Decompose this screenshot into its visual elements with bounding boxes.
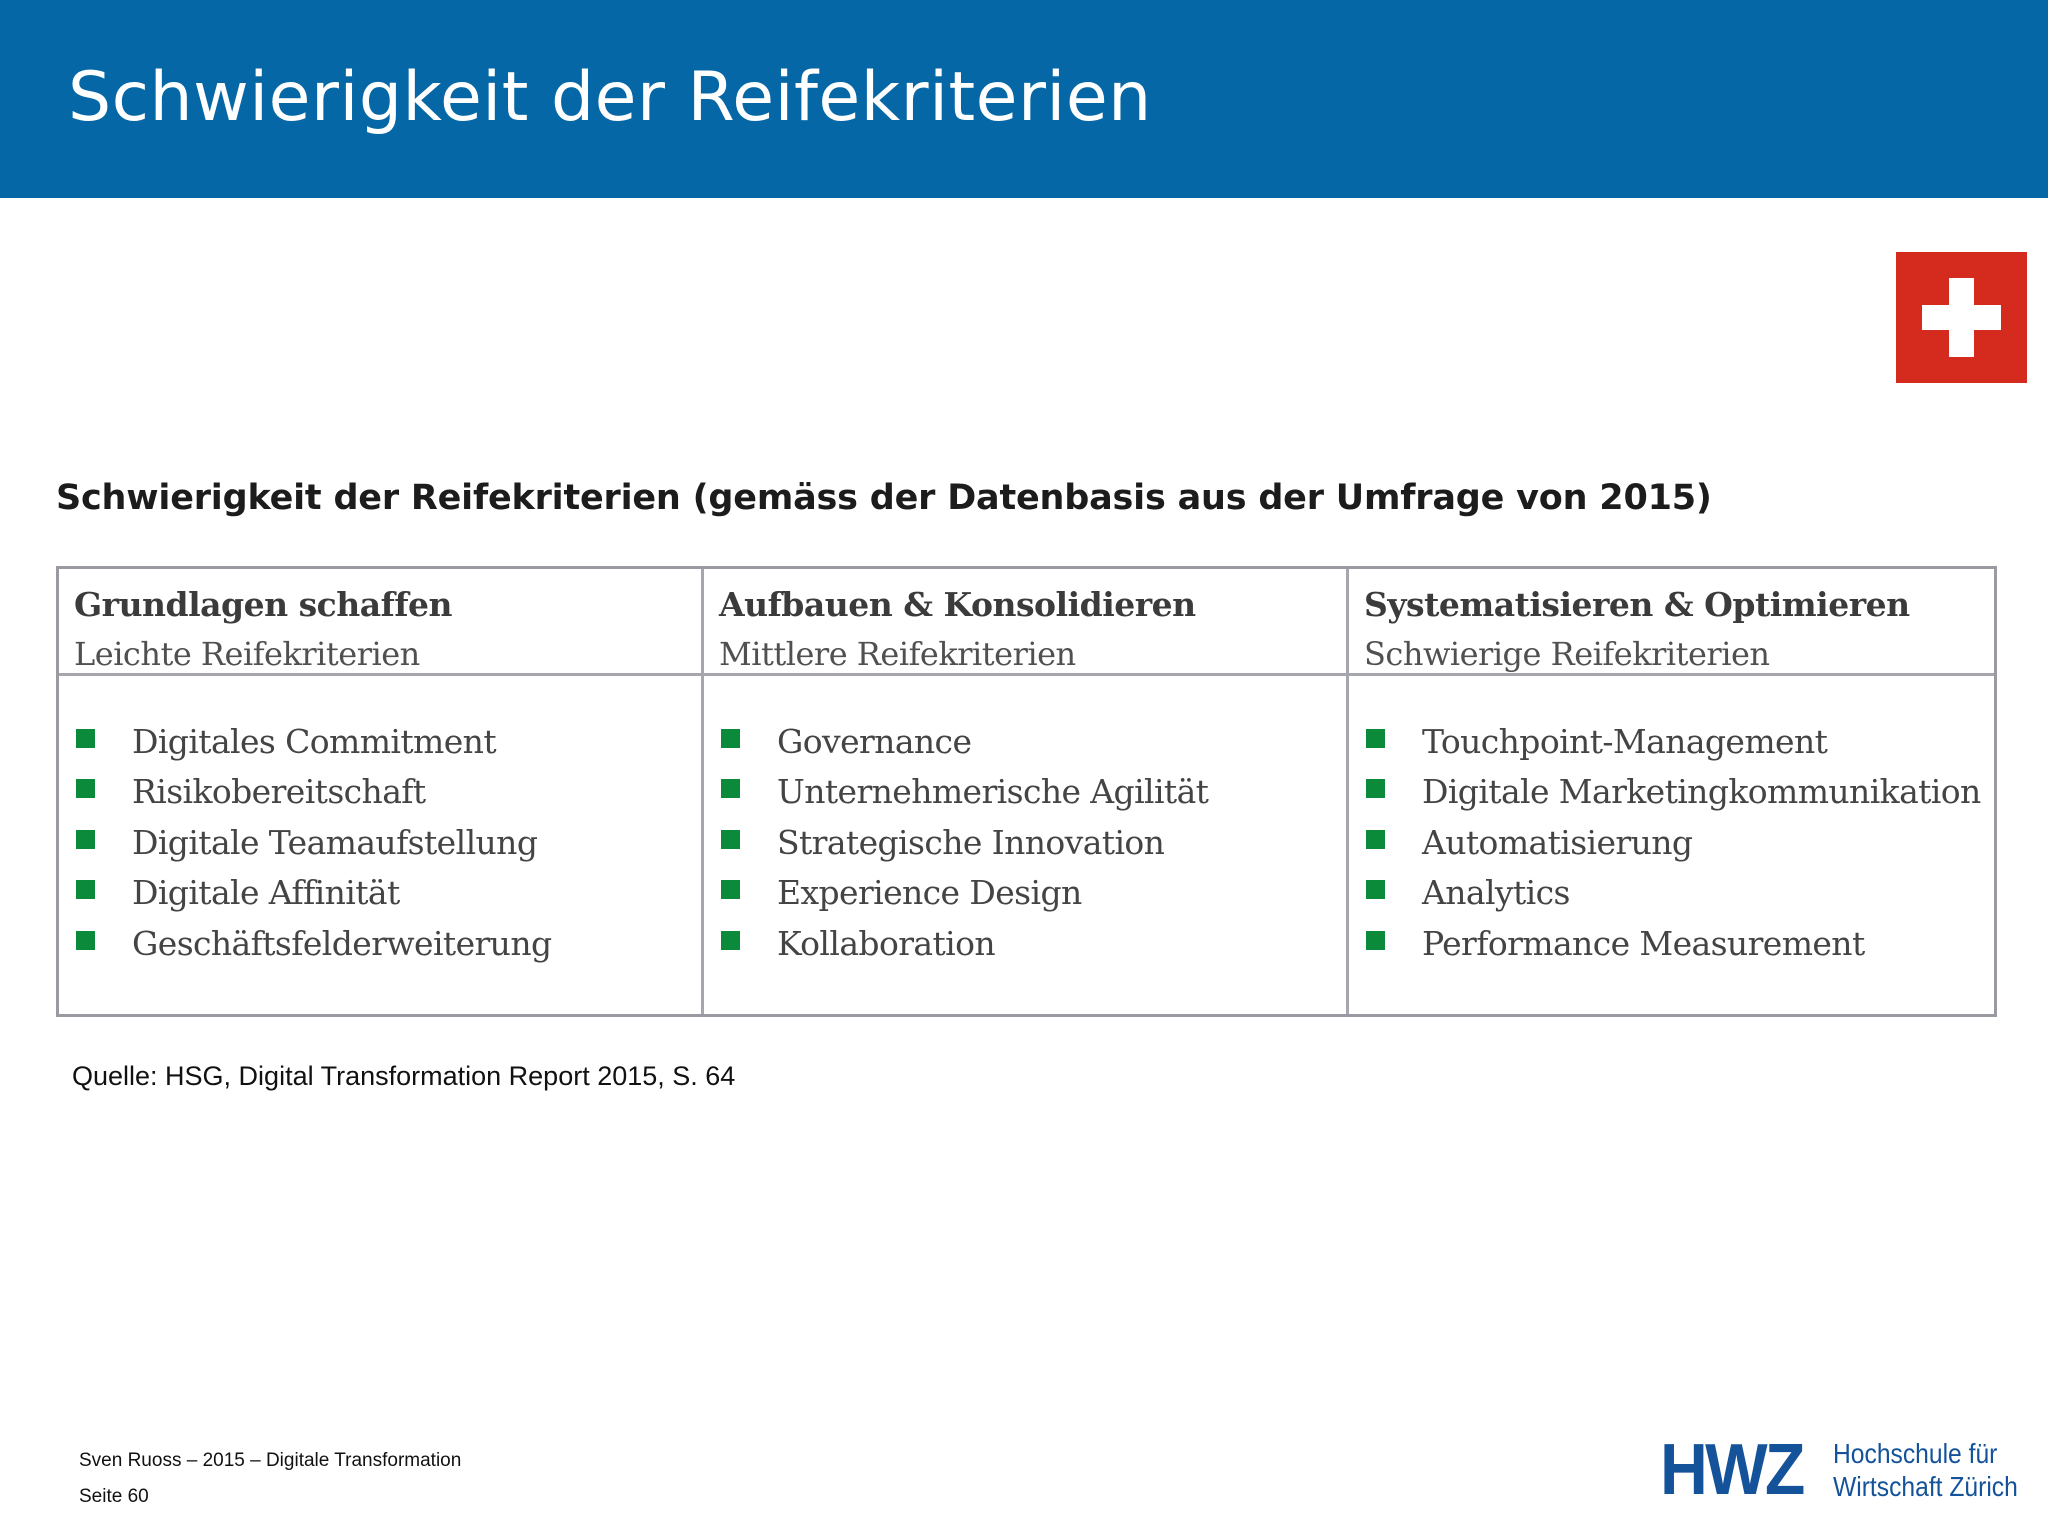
list-item xyxy=(1366,817,1994,868)
list-item-label: Digitale Marketingkommunikation xyxy=(1422,772,1981,812)
list-item-label: Analytics xyxy=(1422,873,1570,913)
source-note: Quelle: HSG, Digital Transformation Report 2015, S. 64 xyxy=(72,1061,736,1091)
list-item xyxy=(76,817,701,868)
swiss-flag-icon xyxy=(1896,252,2027,383)
column-header-easy xyxy=(59,569,704,676)
square-bullet-icon xyxy=(721,880,740,899)
column-body-hard xyxy=(1349,676,1994,1014)
square-bullet-icon xyxy=(76,830,95,849)
list-item-label: Kollaboration xyxy=(777,923,995,963)
list-item-label: Geschäftsfelderweiterung xyxy=(132,923,552,963)
column-title: Grundlagen schaffen xyxy=(74,585,453,624)
list-item-label: Touchpoint-Management xyxy=(1422,721,1828,761)
list-item xyxy=(721,817,1346,868)
list-item xyxy=(1366,868,1994,919)
figure-title: Schwierigkeit der Reifekriterien (gemäss der Datenbasis aus der Umfrage von 2015) xyxy=(56,478,1712,518)
list-item xyxy=(76,868,701,919)
list-item-label: Digitale Teamaufstellung xyxy=(132,822,538,862)
column-body-medium xyxy=(704,676,1349,1014)
square-bullet-icon xyxy=(721,830,740,849)
list-item xyxy=(1366,716,1994,767)
column-body-easy xyxy=(59,676,704,1014)
logo-text xyxy=(1833,1437,2018,1503)
square-bullet-icon xyxy=(721,931,740,950)
list-item-label: Governance xyxy=(777,721,972,761)
square-bullet-icon xyxy=(721,729,740,748)
criteria-table xyxy=(56,566,1997,1017)
column-header-hard xyxy=(1349,569,1994,676)
list-item-label: Experience Design xyxy=(777,873,1082,913)
column-subtitle: Schwierige Reifekriterien xyxy=(1364,635,1770,673)
hwz-logo xyxy=(1660,1430,2020,1510)
column-title: Systematisieren & Optimieren xyxy=(1364,585,1910,624)
list-item xyxy=(721,918,1346,969)
column-title: Aufbauen & Konsolidieren xyxy=(719,585,1196,624)
list-item-label: Digitale Affinität xyxy=(132,873,400,913)
list-item xyxy=(721,716,1346,767)
square-bullet-icon xyxy=(76,880,95,899)
criteria-list xyxy=(1366,716,1994,969)
square-bullet-icon xyxy=(1366,931,1385,950)
list-item xyxy=(721,868,1346,919)
footer-author: Sven Ruoss – 2015 – Digitale Transformation xyxy=(79,1450,462,1471)
page-title: Schwierigkeit der Reifekriterien xyxy=(68,58,1152,137)
list-item-label: Performance Measurement xyxy=(1422,923,1865,963)
list-item-label: Strategische Innovation xyxy=(777,822,1165,862)
square-bullet-icon xyxy=(1366,779,1385,798)
square-bullet-icon xyxy=(1366,830,1385,849)
square-bullet-icon xyxy=(1366,729,1385,748)
criteria-list xyxy=(76,716,701,969)
square-bullet-icon xyxy=(721,779,740,798)
square-bullet-icon xyxy=(76,729,95,748)
list-item-label: Unternehmerische Agilität xyxy=(777,772,1209,812)
column-header-medium xyxy=(704,569,1349,676)
column-subtitle: Leichte Reifekriterien xyxy=(74,635,420,673)
list-item-label: Automatisierung xyxy=(1422,822,1693,862)
list-item xyxy=(76,716,701,767)
column-subtitle: Mittlere Reifekriterien xyxy=(719,635,1076,673)
logo-mark: HWZ xyxy=(1660,1430,1803,1510)
square-bullet-icon xyxy=(1366,880,1385,899)
list-item xyxy=(76,918,701,969)
page-number: Seite 60 xyxy=(79,1486,149,1507)
logo-line-1: Hochschule für xyxy=(1832,1438,1998,1469)
list-item xyxy=(1366,767,1994,818)
square-bullet-icon xyxy=(76,931,95,950)
list-item-label: Risikobereitschaft xyxy=(132,772,426,812)
list-item xyxy=(721,767,1346,818)
list-item xyxy=(1366,918,1994,969)
square-bullet-icon xyxy=(76,779,95,798)
list-item xyxy=(76,767,701,818)
criteria-list xyxy=(721,716,1346,969)
logo-line-2: Wirtschaft Zürich xyxy=(1832,1471,2018,1502)
list-item-label: Digitales Commitment xyxy=(132,721,496,761)
header-bar xyxy=(0,0,2048,198)
